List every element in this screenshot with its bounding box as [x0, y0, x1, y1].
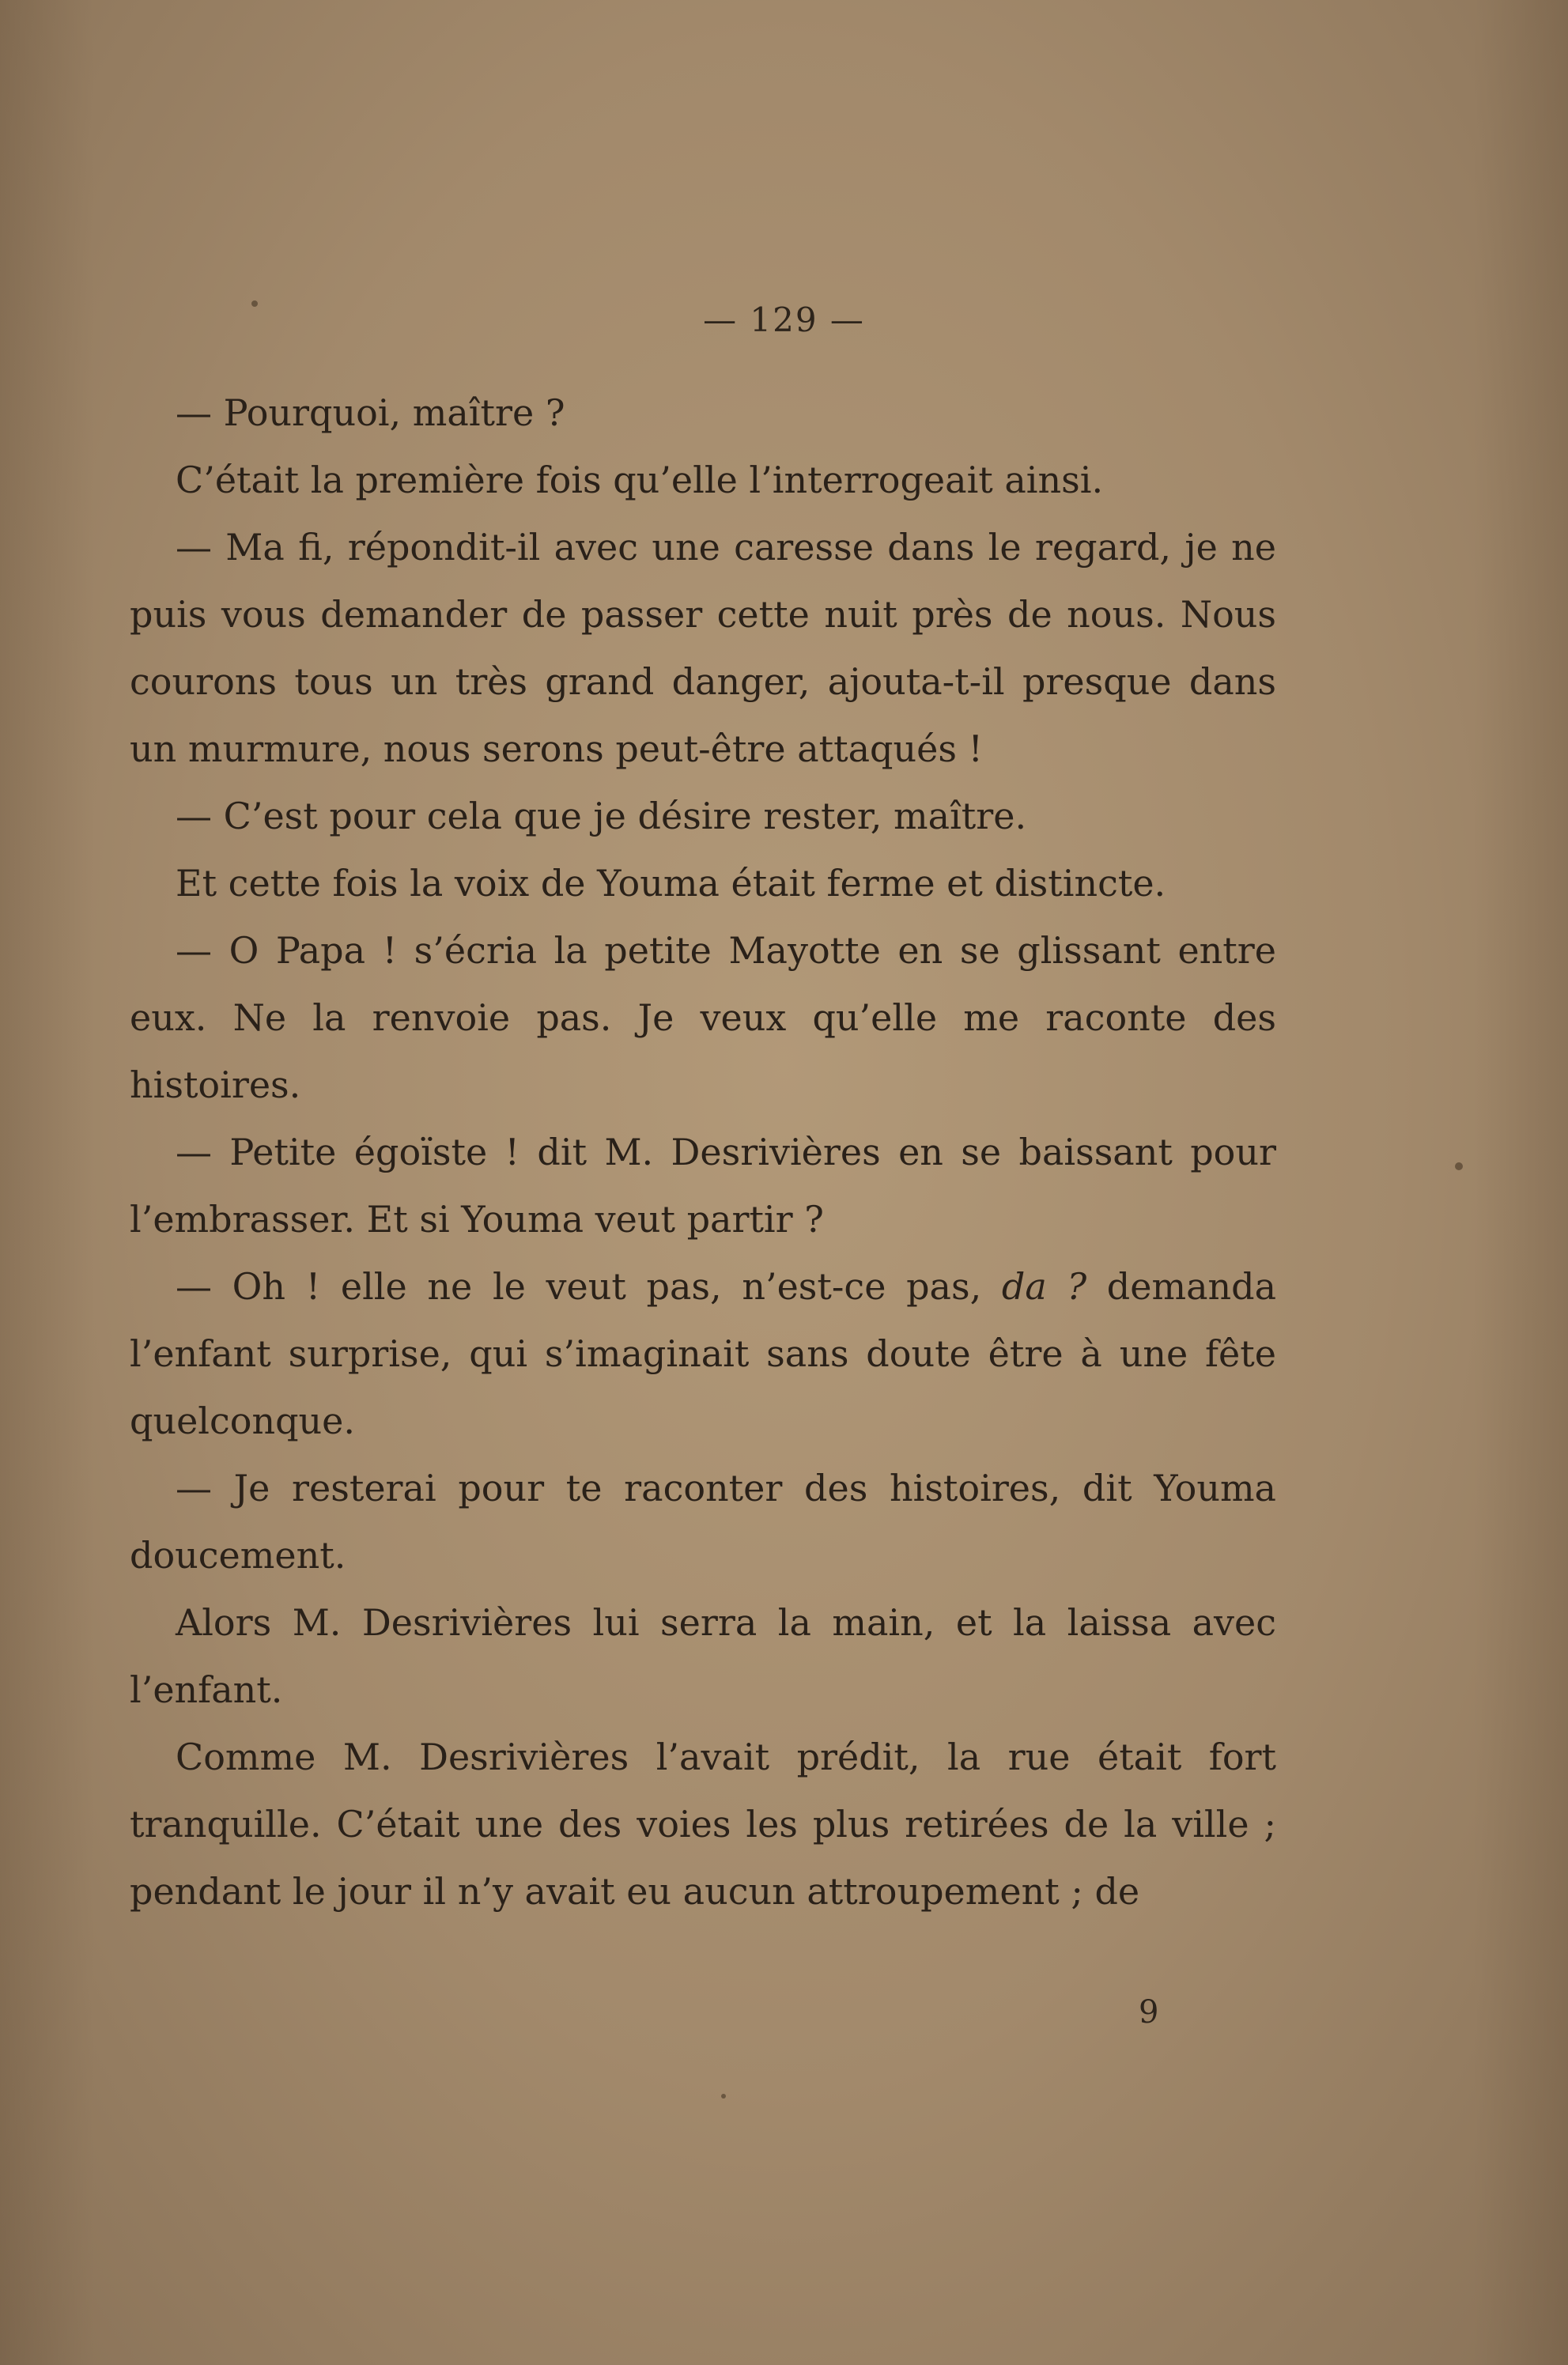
- paragraph: Alors M. Desrivières lui serra la main, et la laissa avec l’enfant.: [130, 1601, 1276, 1711]
- paragraph: — O Papa ! s’écria la petite Mayotte en se glissant entre eux. Ne la renvoie pas. Je veux qu’elle me raconte des histoires.: [130, 929, 1276, 1106]
- paragraph: C’était la première fois qu’elle l’interrogeait ainsi.: [176, 459, 1104, 501]
- paragraph: — Petite égoïste ! dit M. Desrivières en se baissant pour l’embrasser. Et si Youma veut partir ?: [130, 1131, 1276, 1241]
- paper-speck: [721, 2094, 726, 2099]
- page-number: — 129 —: [703, 300, 865, 339]
- paragraph: Comme M. Desrivières l’avait prédit, la rue était fort tranquille. C’était une des voies les plus retirées de la ville ; pendant le jour il n’y avait eu aucun attroupement ; de: [130, 1736, 1276, 1913]
- paragraph: — Pourquoi, maître ?: [176, 391, 565, 434]
- paragraph: — Oh ! elle ne le veut pas, n’est-ce pas, da ? demanda l’enfant surprise, qui s’imaginait sans doute être à une fête quelconque.: [130, 1265, 1276, 1442]
- paper-speck: [1455, 1162, 1463, 1170]
- paragraph: Et cette fois la voix de Youma était ferme et distincte.: [176, 862, 1166, 905]
- paragraph: — C’est pour cela que je désire rester, maître.: [176, 795, 1027, 837]
- body-text: [130, 380, 1276, 1925]
- italic-word: da ?: [1001, 1265, 1087, 1308]
- paragraph: — Ma fi, répondit-il avec une caresse dans le regard, je ne puis vous demander de passer cette nuit près de nous. Nous courons tous un très grand danger, ajouta-t-il presque dans un murmure, nous serons peut-être attaqués !: [130, 526, 1276, 770]
- signature-mark: 9: [1139, 1994, 1159, 2031]
- paragraph: — Je resterai pour te raconter des histoires, dit Youma doucement.: [130, 1467, 1276, 1577]
